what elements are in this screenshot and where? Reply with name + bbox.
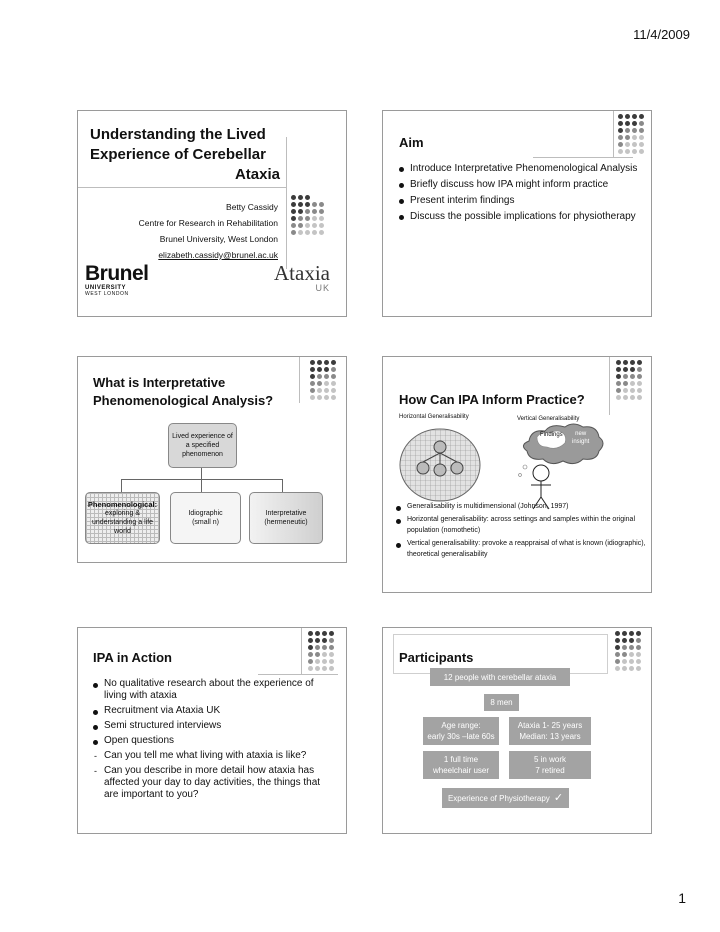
decor-dot-grid [616,360,642,400]
page-number: 1 [678,890,686,906]
decor-dot-grid [615,631,641,671]
participants-physiotherapy-box: Experience of Physiotherapy ✓ [442,788,569,808]
slide2-title: Aim [399,135,424,150]
decor-dot-grid [308,631,334,671]
interview-question: - Can you describe in more detail how ataxia has affected your day to day activities, the things that are important to you? [93,765,328,801]
practice-bullet: Vertical generalisability: provoke a reappraisal of what is known (idiographic), theoretical generalisability [396,538,646,560]
horizontal-generalisability-diagram [395,425,485,505]
interview-question: - Can you tell me what living with ataxia is like? [93,750,328,762]
slide3-title: What is Interpretative Phenomenological Analysis? [93,375,274,408]
slide5-title: IPA in Action [93,650,172,665]
aim-bullet: Briefly discuss how IPA might inform practice [399,178,639,191]
aim-bullet: Discuss the possible implications for physiotherapy [399,210,639,223]
practice-bullet: Horizontal generalisability: across settings and samples within the original population (nomothetic) [396,514,646,536]
author-university: Brunel University, West London [159,234,278,244]
check-icon: ✓ [553,791,564,804]
practice-bullet-list [396,501,646,560]
participants-wheelchair-box: 1 full time wheelchair user [423,751,499,779]
slide-what-is-ipa [77,356,347,563]
participants-men-box: 8 men [484,694,519,711]
action-bullet: Open questions [93,735,328,747]
participants-work-box: 5 in work 7 retired [509,751,591,779]
slide4-title: How Can IPA Inform Practice? [399,392,585,407]
slide-inform-practice [382,356,652,593]
aim-bullet: Present interim findings [399,194,639,207]
author-name: Betty Cassidy [226,202,278,212]
label-vertical-generalisability: Vertical Generalisability [517,416,580,422]
cloud-findings-label: Findings [540,432,563,438]
slide-aim [382,110,652,317]
action-bullet: Recruitment via Ataxia UK [93,705,328,717]
slide-participants [382,627,652,834]
practice-bullet: Generalisability is multidimensional (Johnson, 1997) [396,501,646,512]
cloud-new-insight-label: new insight [572,431,590,445]
ipa-interpretative-node: Interpretative (hermeneutic) [249,492,323,544]
decor-dot-grid [291,195,324,235]
page-date: 11/4/2009 [633,27,690,42]
decor-dot-grid [618,114,644,154]
action-bullet-list [93,678,328,801]
action-bullet: Semi structured interviews [93,720,328,732]
participants-age-box: Age range: early 30s –late 60s [423,717,499,745]
slide-ipa-in-action [77,627,347,834]
author-email[interactable]: elizabeth.cassidy@brunel.ac.uk [158,250,278,260]
slide-title [77,110,347,317]
aim-bullet-list [399,162,639,223]
ipa-phenomenological-node: Phenomenological: exploring & understanding a life world [85,492,160,544]
label-horizontal-generalisability: Horizontal Generalisability [399,414,469,420]
brunel-logo: Brunel UNIVERSITY WEST LONDON [85,262,149,297]
participants-ataxia-duration-box: Ataxia 1- 25 years Median: 13 years [509,717,591,745]
slide1-title: Understanding the Lived Experience of Cerebellar Ataxia [90,126,280,183]
author-centre: Centre for Research in Rehabilitation [138,218,278,228]
ipa-idiographic-node: Idiographic (small n) [170,492,241,544]
author-block [139,199,278,263]
action-bullet: No qualitative research about the experience of living with ataxia [93,678,328,702]
ataxia-uk-logo: Ataxia UK [274,261,330,293]
aim-bullet: Introduce Interpretative Phenomenological Analysis [399,162,639,175]
slide6-title: Participants [399,650,474,665]
participants-total-box: 12 people with cerebellar ataxia [430,668,570,686]
ipa-root-node: Lived experience of a specified phenomenon [168,423,237,468]
decor-dot-grid [310,360,336,400]
